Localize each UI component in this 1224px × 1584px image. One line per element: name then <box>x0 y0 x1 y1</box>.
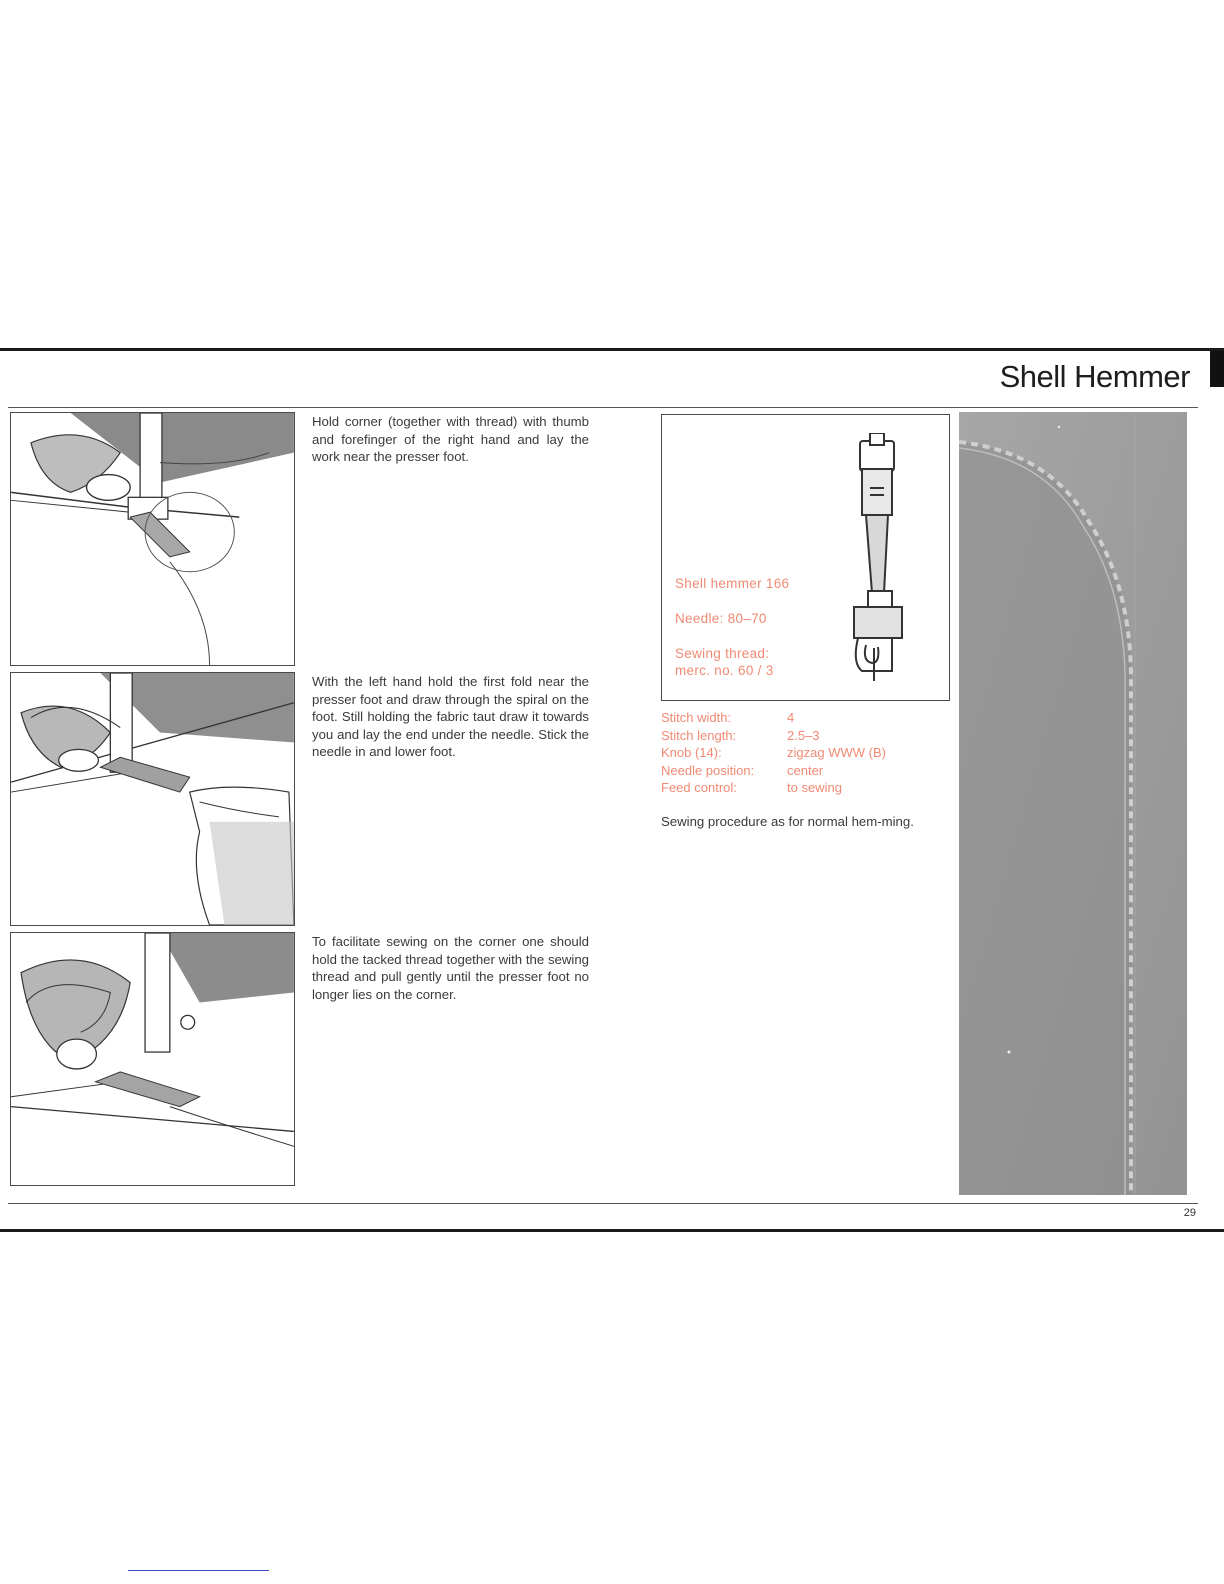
setting-label: Feed control: <box>661 780 737 795</box>
setting-value: 2.5–3 <box>787 727 820 743</box>
page-title: Shell Hemmer <box>999 359 1190 394</box>
setting-value: 4 <box>787 710 795 725</box>
setting-value: zigzag WWW (B) <box>787 745 886 760</box>
bottom-rule <box>8 1203 1198 1204</box>
thread-label: Sewing thread: <box>675 646 770 661</box>
needle-size: Needle: 80–70 <box>675 611 767 626</box>
setting-value: center <box>787 762 824 778</box>
illustration-step-1 <box>10 412 295 666</box>
setting-row-needle-position <box>661 762 951 780</box>
shell-hem-sample-photo <box>959 412 1187 1195</box>
hand-holding-corner-illustration <box>11 413 294 665</box>
pulling-thread-at-corner-illustration <box>11 933 294 1185</box>
setting-row-stitch-width <box>661 709 951 727</box>
foot-name: Shell hemmer 166 <box>675 576 790 591</box>
setting-label: Stitch width: <box>661 710 732 725</box>
setting-row-stitch-length <box>661 727 951 745</box>
illustration-step-2 <box>10 672 295 926</box>
step-2-text: With the left hand hold the first fold near the presser foot and draw through the spiral on the foot. Still holding the fabric taut draw it towards you and lay the end under the needle. Stick the needle in and lower foot. <box>312 674 589 760</box>
presser-foot-box <box>661 414 950 701</box>
top-rule <box>8 407 1198 408</box>
step-3-text: To facilitate sewing on the corner one should hold the tacked thread together with the sewing thread and pull gently until the presser foot no longer lies on the corner. <box>312 934 589 1002</box>
thread-value: merc. no. 60 / 3 <box>675 663 774 678</box>
setting-label: Needle position: <box>661 762 755 778</box>
shell-hem-edge-photo <box>959 412 1187 1195</box>
procedure-note: Sewing procedure as for normal hem-ming. <box>661 814 914 829</box>
page-number: 29 <box>1183 1207 1196 1219</box>
setting-label: Knob (14): <box>661 745 722 760</box>
drawing-fold-through-spiral-illustration <box>11 673 294 925</box>
link-underline <box>128 1570 269 1571</box>
shell-hemmer-foot-illustration <box>832 433 942 683</box>
machine-settings <box>661 709 951 797</box>
setting-row-feed-control <box>661 779 951 797</box>
manual-page <box>0 348 1224 1232</box>
setting-row-knob <box>661 744 951 762</box>
illustration-step-3 <box>10 932 295 1186</box>
corner-mark <box>1210 351 1224 387</box>
setting-value: to sewing <box>787 780 842 795</box>
step-1-text: Hold corner (together with thread) with thumb and forefinger of the right hand and lay the work near the presser foot. <box>312 414 589 465</box>
setting-label: Stitch length: <box>661 727 737 743</box>
